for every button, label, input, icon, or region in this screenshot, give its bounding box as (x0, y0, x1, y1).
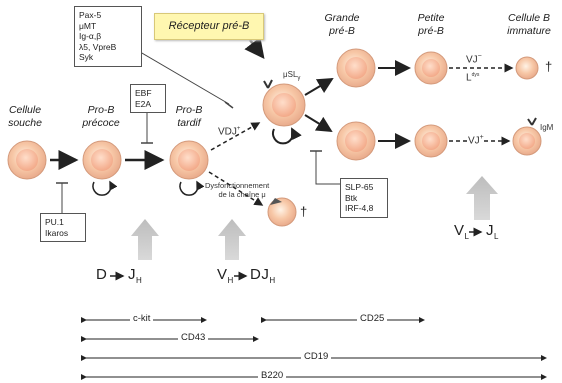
factors-box-slp (340, 178, 388, 218)
factor-pax5: Pax-5 (79, 10, 102, 20)
marker-b220: B220 (258, 370, 286, 381)
cell-immature-apoptotic (516, 57, 538, 79)
label-dys-line2: de la chaîne μ (218, 190, 266, 199)
arrow-grande-upper (305, 79, 332, 95)
label-petite-pre-b (403, 12, 459, 38)
factor-ig-alpha-beta: Ig-α,β (79, 31, 102, 41)
factors-box-ebf (130, 84, 166, 113)
cell-pro-b-tardif (170, 141, 208, 179)
cell-souche (8, 141, 46, 179)
label-dys-line1: Dysfonctionnement (205, 181, 270, 190)
rearr-jl: $J_L$ (486, 222, 499, 241)
factor-slp65: SLP-65 (345, 182, 374, 192)
marker-cd25: CD25 (357, 313, 387, 324)
big-arrow-vh-djh (218, 219, 246, 260)
factor-ebf: EBF (135, 88, 152, 98)
label-immature-line1: Cellule B (507, 12, 551, 24)
cycle-arrow-grande (273, 129, 293, 143)
label-grande-line1: Grande (324, 12, 360, 24)
big-arrow-d-jh (131, 219, 159, 260)
label-pro-b-tardif (164, 104, 214, 130)
factor-syk: Syk (79, 52, 94, 62)
label-souche-line1: Cellule (8, 104, 42, 116)
cell-grande-pre-b (263, 80, 305, 126)
cell-dysfunctional (268, 198, 296, 226)
factor-btk: Btk (345, 192, 358, 203)
label-precoce-line1: Pro-B (87, 104, 115, 116)
pre-b-receptor-icon (264, 80, 272, 88)
igm-receptor-icon (528, 118, 536, 125)
pre-b-receptor-callout: Récepteur pré-B (154, 13, 264, 40)
label-pro-b-precoce (72, 104, 130, 130)
marker-ckit: c-kit (130, 313, 153, 324)
big-arrow-vl-jl (466, 176, 498, 220)
cell-grande-pre-b-upper (337, 49, 375, 87)
dagger-dysfunction: † (300, 204, 308, 219)
cell-petite-pre-b-lower (415, 125, 447, 157)
label-musl: μSL$_\gamma$ (283, 70, 301, 82)
label-tardif-line1: Pro-B (175, 104, 203, 116)
label-tardif-line2: tardif (177, 117, 201, 129)
rearr-jh: $J_H$ (128, 266, 143, 285)
marker-bars (86, 320, 546, 377)
label-dysfunction (205, 181, 269, 199)
label-vj-minus: VJ− (466, 53, 482, 66)
factor-irf48: IRF-4,8 (345, 203, 374, 213)
callout-pointer (250, 40, 263, 57)
label-immature-line2: immature (507, 25, 551, 37)
rearr-vh: $V_H$ (217, 266, 234, 285)
rearr-d: D (96, 266, 108, 283)
cell-grande-pre-b-lower (337, 122, 375, 160)
dagger-immature: † (545, 59, 553, 74)
label-souche-line2: souche (8, 117, 42, 129)
arrow-grande-lower (305, 115, 331, 131)
marker-cd19: CD19 (301, 351, 331, 362)
label-immature (498, 12, 560, 38)
inhib-line-slp (316, 151, 340, 184)
rearr-djh: $DJ_H$ (250, 266, 276, 285)
label-grande-pre-b (312, 12, 372, 38)
factor-pu1: PU.1 (45, 217, 64, 227)
cycle-arrow-tardif (180, 182, 198, 195)
factor-mumt: μMT (79, 20, 97, 31)
rearr-vl: $V_L$ (454, 222, 470, 241)
cell-petite-pre-b-upper (415, 52, 447, 84)
label-grande-line2: pré-B (329, 25, 355, 37)
cell-immature-b (513, 118, 541, 155)
cycle-arrow-precoce (93, 182, 111, 195)
factor-e2a: E2A (135, 98, 152, 109)
label-precoce-line2: précoce (82, 117, 120, 129)
factors-box-top (74, 6, 142, 67)
label-petite-line2: pré-B (418, 25, 444, 37)
marker-cd43: CD43 (178, 332, 208, 343)
label-vj-plus: VJ+ (468, 134, 484, 147)
label-igm: IgM (540, 123, 554, 132)
factor-ikaros: Ikaros (45, 227, 69, 238)
cell-pro-b-precoce (83, 141, 121, 179)
label-souche (0, 104, 50, 130)
label-petite-line1: Petite (417, 12, 445, 24)
label-vdj: VDJ+ (218, 126, 241, 138)
factors-box-pu1 (40, 213, 86, 242)
label-l-dys: $L^{dys}$ (466, 72, 480, 84)
factor-lambda5-vpreb: λ5, VpreB (79, 41, 117, 52)
